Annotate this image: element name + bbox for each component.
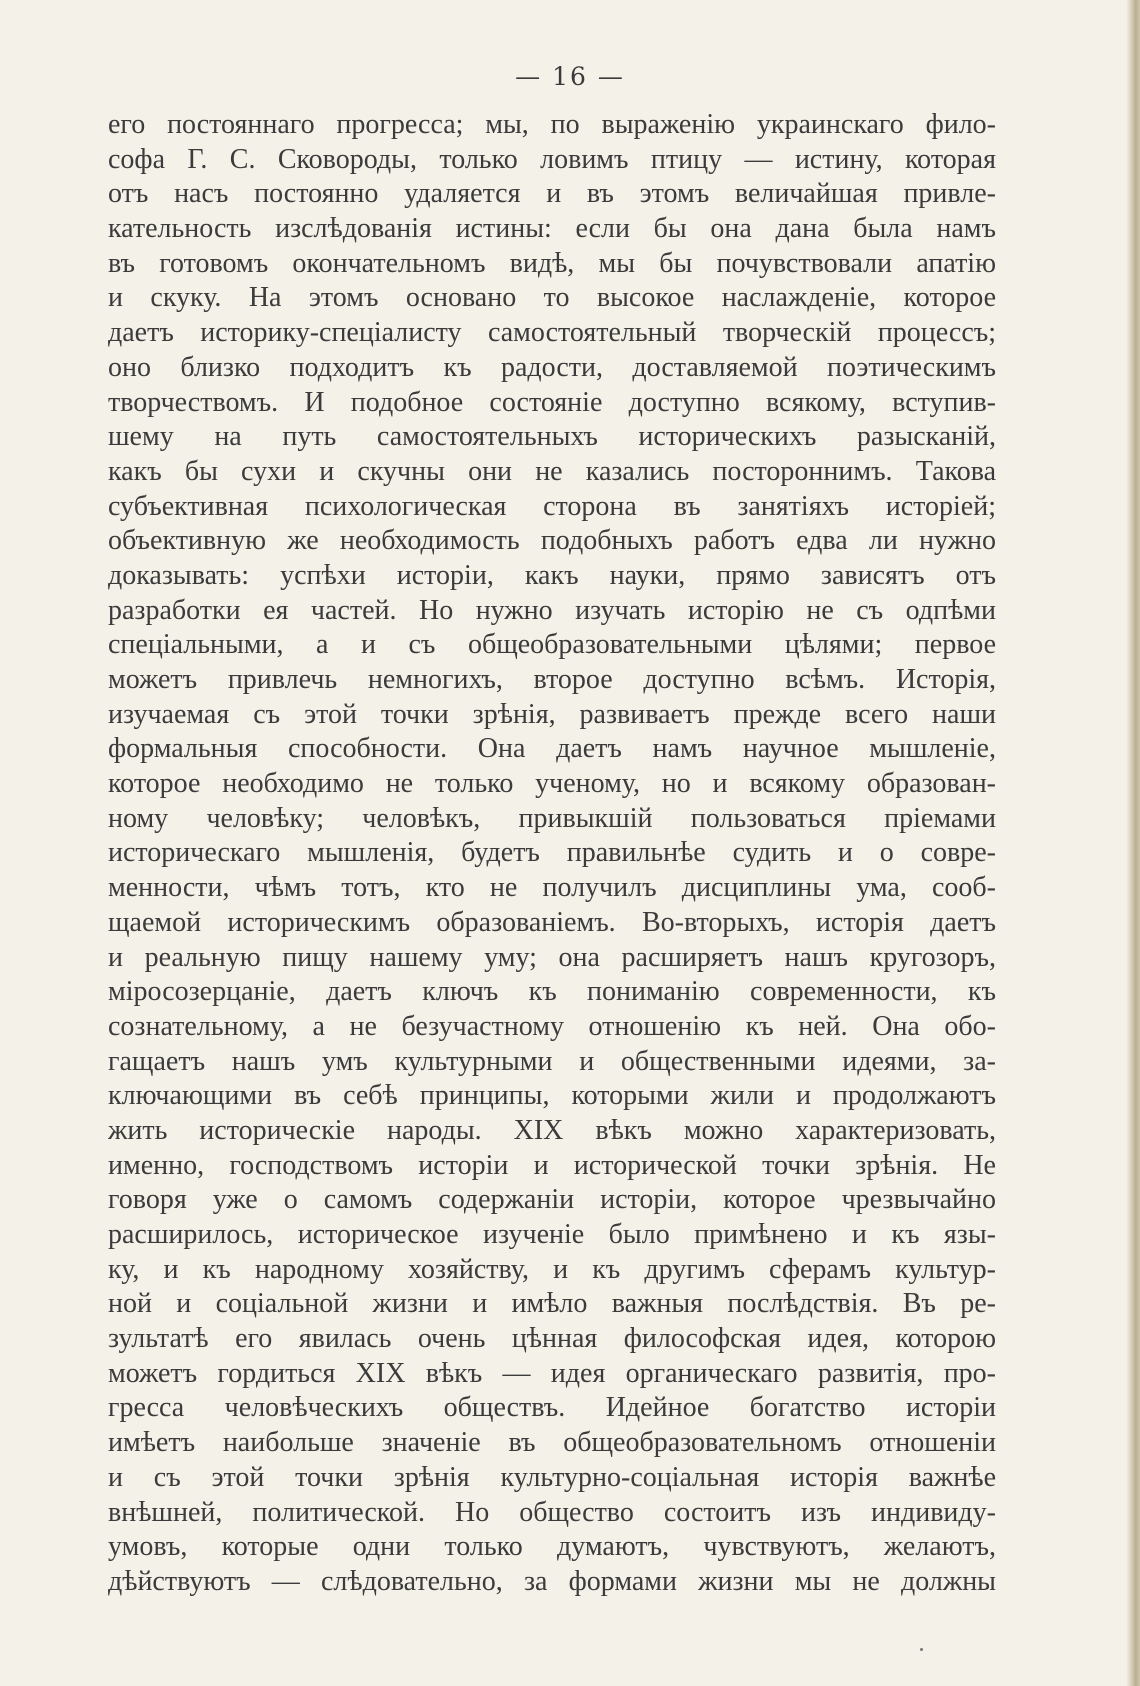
text-line: сознательному, а не безучастному отношенію къ ней. Она обо- [108, 1010, 996, 1042]
text-line: говоря уже о самомъ содержаніи исторіи, которое чрезвычайно [108, 1184, 996, 1216]
scan-speck [920, 1648, 923, 1651]
text-line: дѣйствуютъ — слѣдовательно, за формами жизни мы не должны [108, 1565, 996, 1597]
text-line: ку, и къ народному хозяйству, и къ другимъ сферамъ культур- [108, 1253, 996, 1285]
page-number: — 16 — [515, 62, 625, 91]
text-line: гащаетъ нашъ умъ культурными и общественными идеями, за- [108, 1045, 996, 1077]
text-line: шему на путь самостоятельныхъ историческихъ разысканій, [108, 421, 996, 453]
text-line: жить историческіе народы. XIX вѣкъ можно характеризовать, [108, 1114, 996, 1146]
text-line: можетъ гордиться XIX вѣкъ — идея органическаго развитія, про- [108, 1357, 996, 1389]
text-line: щаемой историческимъ образованіемъ. Во-вторыхъ, исторія даетъ [108, 906, 996, 938]
text-line: гресса человѣческихъ обществъ. Идейное богатство исторіи [108, 1392, 996, 1424]
text-line: творчествомъ. И подобное состояніе доступно всякому, вступив- [108, 386, 996, 418]
text-line: ному человѣку; человѣкъ, привыкшій пользоваться пріемами [108, 802, 996, 834]
text-line: менности, чѣмъ тотъ, кто не получилъ дисциплины ума, сооб- [108, 872, 996, 904]
text-line: и реальную пищу нашему уму; она расширяетъ нашъ кругозоръ, [108, 941, 996, 973]
body-text [108, 108, 996, 1600]
text-line: можетъ привлечь немногихъ, второе доступно всѣмъ. Исторія, [108, 664, 996, 695]
text-line: міросозерцаніе, даетъ ключъ къ пониманію современности, къ [108, 976, 996, 1008]
text-line: софа Г. С. Сковороды, только ловимъ птицу — истину, которая [108, 143, 996, 175]
text-line: которое необходимо не только ученому, но и всякому образован- [108, 768, 996, 800]
text-line: изучаемая съ этой точки зрѣнія, развиваетъ прежде всего наши [108, 698, 996, 730]
text-line: и скуку. На этомъ основано то высокое наслажденіе, которое [108, 282, 996, 314]
text-line: въ готовомъ окончательномъ видѣ, мы бы почувствовали апатію [108, 247, 996, 279]
text-line: его постояннаго прогресса; мы, по выраженію украинскаго фило- [108, 109, 996, 140]
text-line: именно, господствомъ исторіи и исторической точки зрѣнія. Не [108, 1149, 996, 1181]
text-line: внѣшней, политической. Но общество состоитъ изъ индивиду- [108, 1496, 996, 1528]
text-line: кательность изслѣдованія истины: если бы она дана была намъ [108, 213, 996, 245]
text-line: и съ этой точки зрѣнія культурно-соціальная исторія важнѣе [108, 1461, 996, 1493]
text-line: доказывать: успѣхи исторіи, какъ науки, прямо зависятъ отъ [108, 559, 996, 591]
text-line: умовъ, которые одни только думаютъ, чувствуютъ, желаютъ, [108, 1531, 996, 1563]
text-line: ключающими въ себѣ принципы, которыми жили и продолжаютъ [108, 1080, 996, 1112]
text-line: формальныя способности. Она даетъ намъ научное мышленіе, [108, 733, 996, 765]
text-line: историческаго мышленія, будетъ правильнѣе судить и о совре- [108, 837, 996, 869]
text-line: спеціальными, а и съ общеобразовательными цѣлями; первое [108, 629, 996, 661]
text-line: расширилось, историческое изученіе было примѣнено и къ язы- [108, 1219, 996, 1250]
page-edge-shadow [1126, 0, 1140, 1686]
text-line: имѣетъ наибольше значеніе въ общеобразовательномъ отношеніи [108, 1427, 996, 1459]
text-line: какъ бы сухи и скучны они не казались постороннимъ. Такова [108, 455, 996, 487]
text-line: ной и соціальной жизни и имѣло важныя послѣдствія. Въ ре- [108, 1288, 996, 1320]
text-line: объективную же необходимость подобныхъ работъ едва ли нужно [108, 525, 996, 557]
text-line: даетъ историку-спеціалисту самостоятельный творческій процессъ; [108, 317, 996, 349]
text-line: субъективная психологическая сторона въ занятіяхъ исторіей; [108, 490, 996, 522]
text-line: отъ насъ постоянно удаляется и въ этомъ величайшая привле- [108, 178, 996, 210]
text-line: разработки ея частей. Но нужно изучать исторію не съ одпѣми [108, 594, 996, 626]
text-line: оно близко подходитъ къ радости, доставляемой поэтическимъ [108, 351, 996, 383]
text-line: зультатѣ его явилась очень цѣнная философская идея, которою [108, 1323, 996, 1355]
